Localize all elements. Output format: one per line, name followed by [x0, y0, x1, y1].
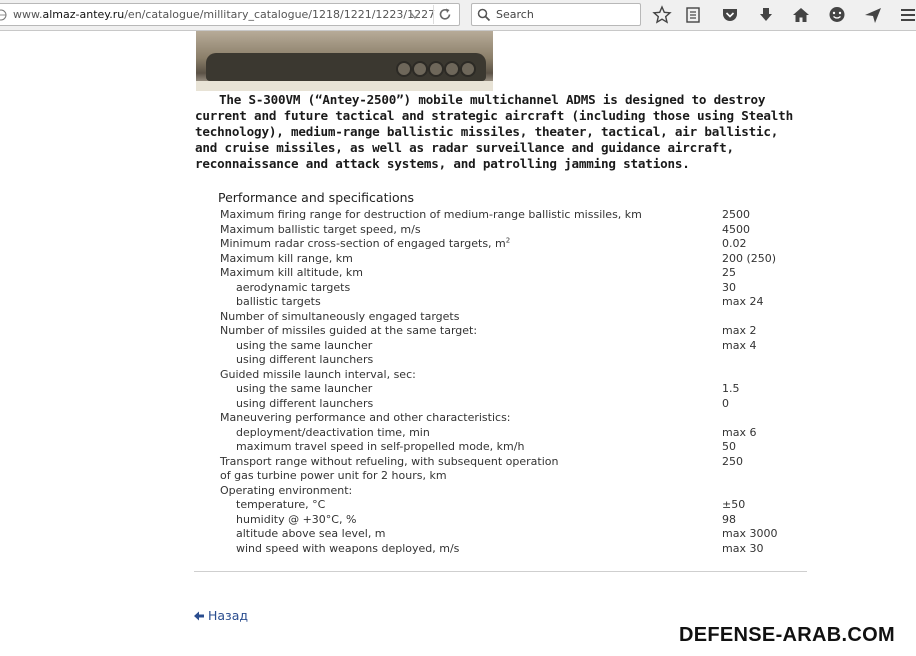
send-icon[interactable]	[863, 5, 883, 25]
chevron-down-icon[interactable]	[409, 8, 421, 22]
spec-value: 0.02	[722, 237, 747, 250]
menu-icon[interactable]	[898, 5, 916, 25]
home-icon[interactable]	[791, 5, 811, 25]
spec-row	[220, 310, 780, 325]
intro-paragraph: The S-300VM (“Antey-2500”) mobile multichannel ADMS is designed to destroy current and future tactical and strategic aircraft (including those using Stealth technology), medium-range ballistic missiles, theater, tactical, air ballistic, and cruise missiles, as well as radar surveillance and guidance aircraft, reconnaissance and attack systems, and patrolling jamming stations.	[195, 92, 793, 171]
spec-row	[220, 440, 780, 455]
spec-value: 2500	[722, 208, 750, 221]
spec-value: 0	[722, 396, 729, 410]
spec-label: Maximum kill altitude, km	[220, 266, 364, 279]
spec-row	[220, 513, 780, 528]
spec-row	[220, 426, 780, 441]
spec-value: max 30	[722, 541, 764, 555]
spec-label: Number of missiles guided at the same target:	[220, 324, 478, 337]
chat-icon[interactable]	[827, 5, 847, 25]
spec-row	[220, 397, 780, 412]
back-link[interactable]	[194, 608, 248, 623]
spec-row	[220, 542, 780, 557]
spec-row	[220, 324, 780, 339]
specs-title: Performance and specifications	[218, 190, 415, 205]
spec-value: 25	[722, 266, 736, 279]
spec-label: aerodynamic targets	[236, 280, 351, 294]
reload-icon[interactable]	[433, 5, 456, 24]
vehicle-wheel	[460, 61, 476, 77]
spec-label: of gas turbine power unit for 2 hours, km	[220, 469, 447, 482]
spec-row	[220, 208, 780, 223]
vehicle-photo	[196, 31, 493, 91]
search-icon	[477, 8, 491, 22]
spec-row	[220, 527, 780, 542]
spec-label: humidity @ +30°C, %	[236, 512, 357, 526]
download-icon[interactable]	[756, 5, 776, 25]
spec-superscript: 2	[505, 236, 511, 245]
search-placeholder: Search	[496, 8, 534, 21]
watermark: DEFENSE-ARAB.COM	[679, 624, 895, 646]
spec-value: 200 (250)	[722, 251, 777, 265]
spec-label: Maximum kill range, km	[220, 251, 353, 265]
globe-icon	[0, 9, 7, 21]
spec-label: temperature, °C	[236, 498, 326, 511]
spec-value: ±50	[722, 498, 746, 511]
spec-row	[220, 223, 780, 238]
spec-label: Minimum radar cross-section of engaged targets, $m^2$	[220, 236, 511, 250]
spec-row	[220, 266, 780, 281]
spec-label: using different launchers	[236, 396, 374, 410]
star-icon[interactable]	[652, 5, 672, 25]
spec-row	[220, 368, 780, 383]
spec-label: ballistic targets	[236, 295, 321, 308]
spec-row	[220, 237, 780, 252]
vehicle-wheel	[396, 61, 412, 77]
spec-value: max 3000	[722, 527, 778, 540]
vehicle-wheel	[428, 61, 444, 77]
spec-label: using the same launcher	[236, 338, 373, 352]
specs-table	[220, 208, 780, 556]
spec-row	[220, 411, 780, 426]
spec-value: max 6	[722, 425, 757, 439]
spec-row	[220, 281, 780, 296]
spec-value: 30	[722, 280, 736, 294]
spec-value: max 24	[722, 295, 764, 308]
spec-row	[220, 455, 780, 470]
spec-label: using different launchers	[236, 353, 374, 366]
spec-label: Number of simultaneously engaged targets	[220, 309, 460, 323]
spec-row	[220, 339, 780, 354]
arrow-left-icon	[194, 611, 204, 621]
pocket-icon[interactable]	[720, 5, 740, 25]
spec-value: 4500	[722, 222, 750, 236]
spec-row	[220, 469, 780, 484]
spec-value: 250	[722, 454, 743, 468]
spec-label: Operating environment:	[220, 483, 353, 497]
spec-value: 50	[722, 440, 736, 453]
spec-label: altitude above sea level, m	[236, 527, 386, 540]
search-bar[interactable]	[471, 3, 641, 26]
browser-toolbar	[0, 0, 916, 31]
spec-row	[220, 295, 780, 310]
spec-row	[220, 498, 780, 513]
divider	[194, 571, 807, 572]
reading-list-icon[interactable]	[683, 5, 703, 25]
spec-value: 1.5	[722, 382, 740, 395]
spec-label: wind speed with weapons deployed, m/s	[236, 541, 460, 555]
spec-label: Maximum ballistic target speed, m/s	[220, 222, 421, 236]
url-text[interactable]: www.almaz-antey.ru/en/catalogue/millitary_catalogue/1218/1221/1223/1227	[13, 8, 436, 21]
vehicle-ground	[196, 81, 493, 91]
spec-value: max 4	[722, 338, 757, 352]
spec-row	[220, 353, 780, 368]
spec-row	[220, 252, 780, 267]
spec-label: Maneuvering performance and other characteristics:	[220, 411, 511, 424]
vehicle-wheel	[444, 61, 460, 77]
spec-label: using the same launcher	[236, 382, 373, 395]
address-bar[interactable]	[0, 3, 460, 26]
spec-label: maximum travel speed in self-propelled mode, km/h	[236, 440, 525, 453]
spec-label: deployment/deactivation time, min	[236, 425, 430, 439]
spec-row	[220, 382, 780, 397]
spec-label: Maximum firing range for destruction of medium-range ballistic missiles, km	[220, 208, 642, 221]
spec-label: Guided missile launch interval, sec:	[220, 367, 416, 381]
spec-row	[220, 484, 780, 499]
spec-value: max 2	[722, 324, 757, 337]
vehicle-wheel	[412, 61, 428, 77]
spec-label: Transport range without refueling, with subsequent operation	[220, 454, 559, 468]
spec-value: 98	[722, 512, 736, 526]
back-link-label: Назад	[208, 608, 249, 623]
